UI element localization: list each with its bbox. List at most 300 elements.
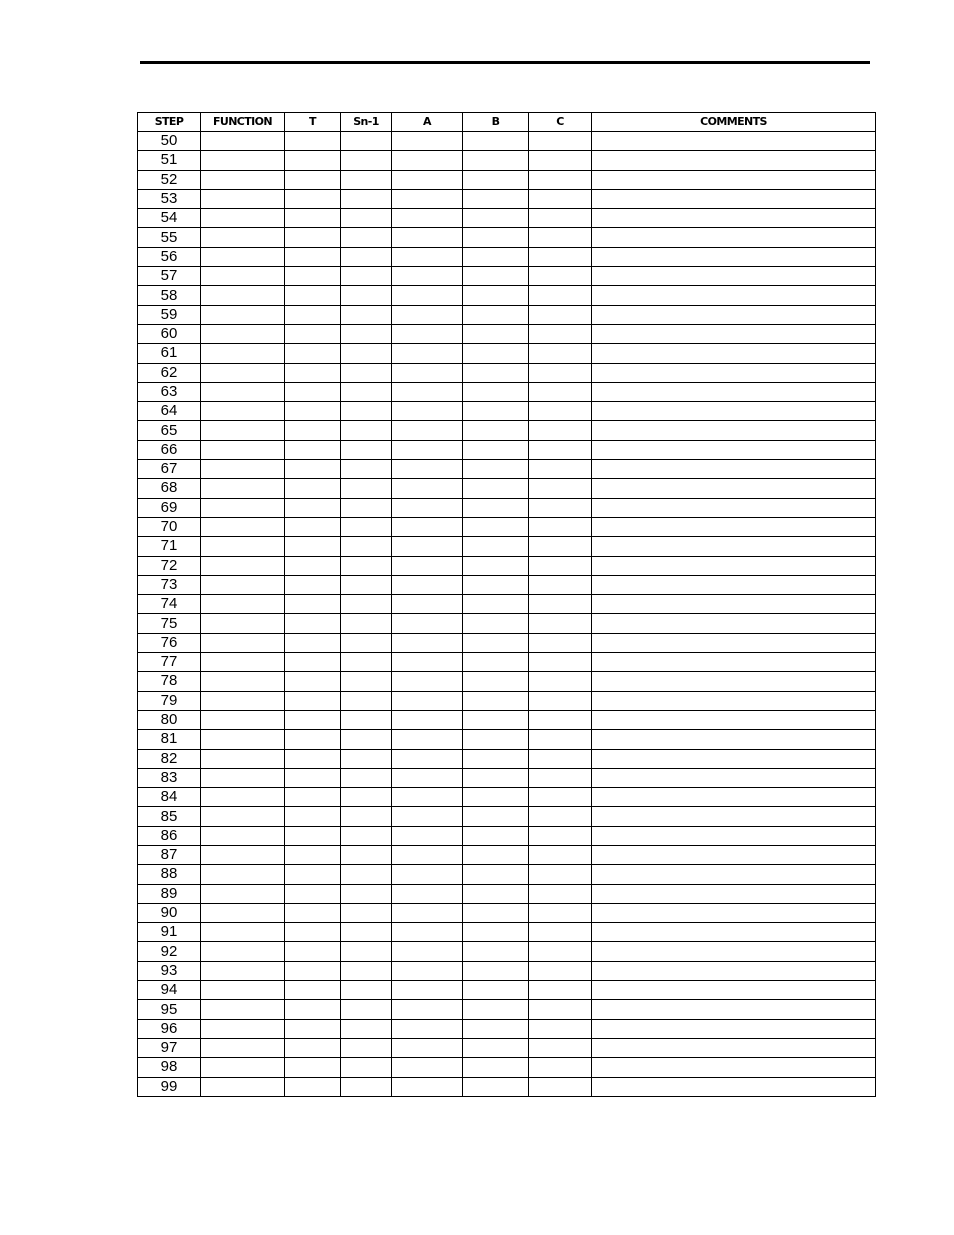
- c-cell[interactable]: [529, 189, 592, 208]
- comments-cell[interactable]: [592, 267, 876, 286]
- c-cell[interactable]: [529, 460, 592, 479]
- t-cell[interactable]: [285, 845, 341, 864]
- b-cell[interactable]: [463, 903, 529, 922]
- function-cell[interactable]: [201, 768, 285, 787]
- comments-cell[interactable]: [592, 498, 876, 517]
- comments-cell[interactable]: [592, 402, 876, 421]
- a-cell[interactable]: [392, 498, 463, 517]
- c-cell[interactable]: [529, 653, 592, 672]
- a-cell[interactable]: [392, 1019, 463, 1038]
- c-cell[interactable]: [529, 132, 592, 151]
- t-cell[interactable]: [285, 440, 341, 459]
- comments-cell[interactable]: [592, 517, 876, 536]
- a-cell[interactable]: [392, 228, 463, 247]
- b-cell[interactable]: [463, 305, 529, 324]
- b-cell[interactable]: [463, 324, 529, 343]
- b-cell[interactable]: [463, 517, 529, 536]
- t-cell[interactable]: [285, 865, 341, 884]
- sn-1-cell[interactable]: [341, 730, 392, 749]
- a-cell[interactable]: [392, 730, 463, 749]
- function-cell[interactable]: [201, 981, 285, 1000]
- function-cell[interactable]: [201, 826, 285, 845]
- b-cell[interactable]: [463, 363, 529, 382]
- c-cell[interactable]: [529, 1038, 592, 1057]
- function-cell[interactable]: [201, 170, 285, 189]
- sn-1-cell[interactable]: [341, 421, 392, 440]
- b-cell[interactable]: [463, 209, 529, 228]
- a-cell[interactable]: [392, 961, 463, 980]
- function-cell[interactable]: [201, 151, 285, 170]
- sn-1-cell[interactable]: [341, 363, 392, 382]
- t-cell[interactable]: [285, 1038, 341, 1057]
- comments-cell[interactable]: [592, 537, 876, 556]
- a-cell[interactable]: [392, 517, 463, 536]
- b-cell[interactable]: [463, 402, 529, 421]
- function-cell[interactable]: [201, 672, 285, 691]
- t-cell[interactable]: [285, 402, 341, 421]
- sn-1-cell[interactable]: [341, 903, 392, 922]
- b-cell[interactable]: [463, 710, 529, 729]
- sn-1-cell[interactable]: [341, 923, 392, 942]
- a-cell[interactable]: [392, 768, 463, 787]
- t-cell[interactable]: [285, 498, 341, 517]
- t-cell[interactable]: [285, 653, 341, 672]
- function-cell[interactable]: [201, 402, 285, 421]
- comments-cell[interactable]: [592, 305, 876, 324]
- t-cell[interactable]: [285, 517, 341, 536]
- c-cell[interactable]: [529, 614, 592, 633]
- comments-cell[interactable]: [592, 826, 876, 845]
- t-cell[interactable]: [285, 209, 341, 228]
- function-cell[interactable]: [201, 305, 285, 324]
- t-cell[interactable]: [285, 1019, 341, 1038]
- sn-1-cell[interactable]: [341, 633, 392, 652]
- t-cell[interactable]: [285, 151, 341, 170]
- t-cell[interactable]: [285, 788, 341, 807]
- function-cell[interactable]: [201, 556, 285, 575]
- function-cell[interactable]: [201, 286, 285, 305]
- c-cell[interactable]: [529, 151, 592, 170]
- t-cell[interactable]: [285, 614, 341, 633]
- sn-1-cell[interactable]: [341, 749, 392, 768]
- function-cell[interactable]: [201, 903, 285, 922]
- c-cell[interactable]: [529, 498, 592, 517]
- function-cell[interactable]: [201, 460, 285, 479]
- sn-1-cell[interactable]: [341, 788, 392, 807]
- t-cell[interactable]: [285, 1058, 341, 1077]
- t-cell[interactable]: [285, 286, 341, 305]
- t-cell[interactable]: [285, 710, 341, 729]
- function-cell[interactable]: [201, 1019, 285, 1038]
- b-cell[interactable]: [463, 961, 529, 980]
- function-cell[interactable]: [201, 209, 285, 228]
- t-cell[interactable]: [285, 826, 341, 845]
- t-cell[interactable]: [285, 749, 341, 768]
- b-cell[interactable]: [463, 498, 529, 517]
- function-cell[interactable]: [201, 923, 285, 942]
- function-cell[interactable]: [201, 517, 285, 536]
- sn-1-cell[interactable]: [341, 961, 392, 980]
- b-cell[interactable]: [463, 1077, 529, 1096]
- sn-1-cell[interactable]: [341, 344, 392, 363]
- comments-cell[interactable]: [592, 961, 876, 980]
- comments-cell[interactable]: [592, 575, 876, 594]
- function-cell[interactable]: [201, 595, 285, 614]
- function-cell[interactable]: [201, 730, 285, 749]
- a-cell[interactable]: [392, 845, 463, 864]
- b-cell[interactable]: [463, 788, 529, 807]
- comments-cell[interactable]: [592, 1077, 876, 1096]
- sn-1-cell[interactable]: [341, 498, 392, 517]
- c-cell[interactable]: [529, 942, 592, 961]
- c-cell[interactable]: [529, 209, 592, 228]
- t-cell[interactable]: [285, 344, 341, 363]
- function-cell[interactable]: [201, 845, 285, 864]
- comments-cell[interactable]: [592, 228, 876, 247]
- b-cell[interactable]: [463, 556, 529, 575]
- c-cell[interactable]: [529, 903, 592, 922]
- comments-cell[interactable]: [592, 942, 876, 961]
- function-cell[interactable]: [201, 363, 285, 382]
- b-cell[interactable]: [463, 479, 529, 498]
- t-cell[interactable]: [285, 189, 341, 208]
- c-cell[interactable]: [529, 575, 592, 594]
- a-cell[interactable]: [392, 1038, 463, 1057]
- comments-cell[interactable]: [592, 1000, 876, 1019]
- c-cell[interactable]: [529, 807, 592, 826]
- a-cell[interactable]: [392, 440, 463, 459]
- function-cell[interactable]: [201, 633, 285, 652]
- a-cell[interactable]: [392, 788, 463, 807]
- comments-cell[interactable]: [592, 749, 876, 768]
- sn-1-cell[interactable]: [341, 768, 392, 787]
- function-cell[interactable]: [201, 498, 285, 517]
- b-cell[interactable]: [463, 1000, 529, 1019]
- t-cell[interactable]: [285, 942, 341, 961]
- t-cell[interactable]: [285, 537, 341, 556]
- sn-1-cell[interactable]: [341, 1077, 392, 1096]
- sn-1-cell[interactable]: [341, 189, 392, 208]
- b-cell[interactable]: [463, 653, 529, 672]
- a-cell[interactable]: [392, 267, 463, 286]
- b-cell[interactable]: [463, 807, 529, 826]
- comments-cell[interactable]: [592, 903, 876, 922]
- comments-cell[interactable]: [592, 382, 876, 401]
- sn-1-cell[interactable]: [341, 132, 392, 151]
- a-cell[interactable]: [392, 653, 463, 672]
- b-cell[interactable]: [463, 595, 529, 614]
- a-cell[interactable]: [392, 305, 463, 324]
- c-cell[interactable]: [529, 382, 592, 401]
- sn-1-cell[interactable]: [341, 324, 392, 343]
- sn-1-cell[interactable]: [341, 807, 392, 826]
- c-cell[interactable]: [529, 305, 592, 324]
- t-cell[interactable]: [285, 730, 341, 749]
- b-cell[interactable]: [463, 923, 529, 942]
- c-cell[interactable]: [529, 1000, 592, 1019]
- comments-cell[interactable]: [592, 189, 876, 208]
- c-cell[interactable]: [529, 247, 592, 266]
- c-cell[interactable]: [529, 286, 592, 305]
- function-cell[interactable]: [201, 247, 285, 266]
- comments-cell[interactable]: [592, 1019, 876, 1038]
- function-cell[interactable]: [201, 1000, 285, 1019]
- b-cell[interactable]: [463, 344, 529, 363]
- a-cell[interactable]: [392, 575, 463, 594]
- function-cell[interactable]: [201, 267, 285, 286]
- a-cell[interactable]: [392, 421, 463, 440]
- a-cell[interactable]: [392, 324, 463, 343]
- c-cell[interactable]: [529, 267, 592, 286]
- comments-cell[interactable]: [592, 884, 876, 903]
- a-cell[interactable]: [392, 807, 463, 826]
- c-cell[interactable]: [529, 768, 592, 787]
- c-cell[interactable]: [529, 1077, 592, 1096]
- comments-cell[interactable]: [592, 247, 876, 266]
- c-cell[interactable]: [529, 363, 592, 382]
- t-cell[interactable]: [285, 595, 341, 614]
- a-cell[interactable]: [392, 923, 463, 942]
- comments-cell[interactable]: [592, 170, 876, 189]
- c-cell[interactable]: [529, 788, 592, 807]
- comments-cell[interactable]: [592, 421, 876, 440]
- t-cell[interactable]: [285, 479, 341, 498]
- a-cell[interactable]: [392, 614, 463, 633]
- a-cell[interactable]: [392, 672, 463, 691]
- a-cell[interactable]: [392, 633, 463, 652]
- function-cell[interactable]: [201, 884, 285, 903]
- c-cell[interactable]: [529, 730, 592, 749]
- a-cell[interactable]: [392, 826, 463, 845]
- sn-1-cell[interactable]: [341, 228, 392, 247]
- comments-cell[interactable]: [592, 845, 876, 864]
- function-cell[interactable]: [201, 344, 285, 363]
- t-cell[interactable]: [285, 382, 341, 401]
- t-cell[interactable]: [285, 228, 341, 247]
- a-cell[interactable]: [392, 556, 463, 575]
- c-cell[interactable]: [529, 826, 592, 845]
- b-cell[interactable]: [463, 421, 529, 440]
- c-cell[interactable]: [529, 517, 592, 536]
- t-cell[interactable]: [285, 267, 341, 286]
- a-cell[interactable]: [392, 189, 463, 208]
- function-cell[interactable]: [201, 807, 285, 826]
- comments-cell[interactable]: [592, 1058, 876, 1077]
- sn-1-cell[interactable]: [341, 691, 392, 710]
- function-cell[interactable]: [201, 228, 285, 247]
- sn-1-cell[interactable]: [341, 575, 392, 594]
- a-cell[interactable]: [392, 537, 463, 556]
- comments-cell[interactable]: [592, 653, 876, 672]
- function-cell[interactable]: [201, 1038, 285, 1057]
- comments-cell[interactable]: [592, 151, 876, 170]
- c-cell[interactable]: [529, 865, 592, 884]
- a-cell[interactable]: [392, 884, 463, 903]
- b-cell[interactable]: [463, 286, 529, 305]
- function-cell[interactable]: [201, 961, 285, 980]
- function-cell[interactable]: [201, 479, 285, 498]
- b-cell[interactable]: [463, 749, 529, 768]
- b-cell[interactable]: [463, 884, 529, 903]
- sn-1-cell[interactable]: [341, 826, 392, 845]
- comments-cell[interactable]: [592, 286, 876, 305]
- b-cell[interactable]: [463, 267, 529, 286]
- b-cell[interactable]: [463, 614, 529, 633]
- t-cell[interactable]: [285, 1077, 341, 1096]
- t-cell[interactable]: [285, 324, 341, 343]
- function-cell[interactable]: [201, 942, 285, 961]
- b-cell[interactable]: [463, 865, 529, 884]
- b-cell[interactable]: [463, 826, 529, 845]
- sn-1-cell[interactable]: [341, 170, 392, 189]
- t-cell[interactable]: [285, 460, 341, 479]
- sn-1-cell[interactable]: [341, 942, 392, 961]
- t-cell[interactable]: [285, 961, 341, 980]
- c-cell[interactable]: [529, 884, 592, 903]
- comments-cell[interactable]: [592, 479, 876, 498]
- sn-1-cell[interactable]: [341, 595, 392, 614]
- a-cell[interactable]: [392, 382, 463, 401]
- c-cell[interactable]: [529, 479, 592, 498]
- sn-1-cell[interactable]: [341, 267, 392, 286]
- b-cell[interactable]: [463, 228, 529, 247]
- comments-cell[interactable]: [592, 595, 876, 614]
- b-cell[interactable]: [463, 575, 529, 594]
- c-cell[interactable]: [529, 981, 592, 1000]
- function-cell[interactable]: [201, 537, 285, 556]
- a-cell[interactable]: [392, 1058, 463, 1077]
- t-cell[interactable]: [285, 672, 341, 691]
- function-cell[interactable]: [201, 1058, 285, 1077]
- a-cell[interactable]: [392, 460, 463, 479]
- c-cell[interactable]: [529, 845, 592, 864]
- sn-1-cell[interactable]: [341, 151, 392, 170]
- c-cell[interactable]: [529, 961, 592, 980]
- sn-1-cell[interactable]: [341, 981, 392, 1000]
- comments-cell[interactable]: [592, 1038, 876, 1057]
- a-cell[interactable]: [392, 865, 463, 884]
- a-cell[interactable]: [392, 595, 463, 614]
- t-cell[interactable]: [285, 421, 341, 440]
- b-cell[interactable]: [463, 247, 529, 266]
- function-cell[interactable]: [201, 421, 285, 440]
- a-cell[interactable]: [392, 344, 463, 363]
- b-cell[interactable]: [463, 1038, 529, 1057]
- a-cell[interactable]: [392, 942, 463, 961]
- function-cell[interactable]: [201, 132, 285, 151]
- b-cell[interactable]: [463, 151, 529, 170]
- sn-1-cell[interactable]: [341, 614, 392, 633]
- sn-1-cell[interactable]: [341, 556, 392, 575]
- sn-1-cell[interactable]: [341, 440, 392, 459]
- a-cell[interactable]: [392, 151, 463, 170]
- t-cell[interactable]: [285, 981, 341, 1000]
- c-cell[interactable]: [529, 595, 592, 614]
- function-cell[interactable]: [201, 653, 285, 672]
- t-cell[interactable]: [285, 923, 341, 942]
- function-cell[interactable]: [201, 382, 285, 401]
- sn-1-cell[interactable]: [341, 209, 392, 228]
- comments-cell[interactable]: [592, 788, 876, 807]
- a-cell[interactable]: [392, 903, 463, 922]
- t-cell[interactable]: [285, 556, 341, 575]
- c-cell[interactable]: [529, 440, 592, 459]
- t-cell[interactable]: [285, 884, 341, 903]
- comments-cell[interactable]: [592, 614, 876, 633]
- t-cell[interactable]: [285, 1000, 341, 1019]
- sn-1-cell[interactable]: [341, 247, 392, 266]
- sn-1-cell[interactable]: [341, 382, 392, 401]
- b-cell[interactable]: [463, 672, 529, 691]
- c-cell[interactable]: [529, 633, 592, 652]
- b-cell[interactable]: [463, 768, 529, 787]
- a-cell[interactable]: [392, 286, 463, 305]
- function-cell[interactable]: [201, 440, 285, 459]
- t-cell[interactable]: [285, 807, 341, 826]
- b-cell[interactable]: [463, 1058, 529, 1077]
- a-cell[interactable]: [392, 209, 463, 228]
- function-cell[interactable]: [201, 788, 285, 807]
- b-cell[interactable]: [463, 730, 529, 749]
- sn-1-cell[interactable]: [341, 1019, 392, 1038]
- function-cell[interactable]: [201, 575, 285, 594]
- comments-cell[interactable]: [592, 730, 876, 749]
- comments-cell[interactable]: [592, 324, 876, 343]
- t-cell[interactable]: [285, 691, 341, 710]
- t-cell[interactable]: [285, 247, 341, 266]
- a-cell[interactable]: [392, 247, 463, 266]
- function-cell[interactable]: [201, 189, 285, 208]
- sn-1-cell[interactable]: [341, 460, 392, 479]
- a-cell[interactable]: [392, 691, 463, 710]
- comments-cell[interactable]: [592, 691, 876, 710]
- b-cell[interactable]: [463, 382, 529, 401]
- c-cell[interactable]: [529, 749, 592, 768]
- a-cell[interactable]: [392, 132, 463, 151]
- b-cell[interactable]: [463, 1019, 529, 1038]
- sn-1-cell[interactable]: [341, 479, 392, 498]
- c-cell[interactable]: [529, 672, 592, 691]
- b-cell[interactable]: [463, 633, 529, 652]
- b-cell[interactable]: [463, 460, 529, 479]
- comments-cell[interactable]: [592, 807, 876, 826]
- b-cell[interactable]: [463, 942, 529, 961]
- t-cell[interactable]: [285, 305, 341, 324]
- sn-1-cell[interactable]: [341, 305, 392, 324]
- t-cell[interactable]: [285, 575, 341, 594]
- a-cell[interactable]: [392, 981, 463, 1000]
- sn-1-cell[interactable]: [341, 710, 392, 729]
- comments-cell[interactable]: [592, 209, 876, 228]
- comments-cell[interactable]: [592, 344, 876, 363]
- b-cell[interactable]: [463, 132, 529, 151]
- t-cell[interactable]: [285, 768, 341, 787]
- c-cell[interactable]: [529, 537, 592, 556]
- function-cell[interactable]: [201, 865, 285, 884]
- comments-cell[interactable]: [592, 923, 876, 942]
- c-cell[interactable]: [529, 170, 592, 189]
- a-cell[interactable]: [392, 749, 463, 768]
- c-cell[interactable]: [529, 324, 592, 343]
- comments-cell[interactable]: [592, 132, 876, 151]
- function-cell[interactable]: [201, 614, 285, 633]
- c-cell[interactable]: [529, 1058, 592, 1077]
- comments-cell[interactable]: [592, 710, 876, 729]
- function-cell[interactable]: [201, 749, 285, 768]
- a-cell[interactable]: [392, 363, 463, 382]
- b-cell[interactable]: [463, 189, 529, 208]
- c-cell[interactable]: [529, 402, 592, 421]
